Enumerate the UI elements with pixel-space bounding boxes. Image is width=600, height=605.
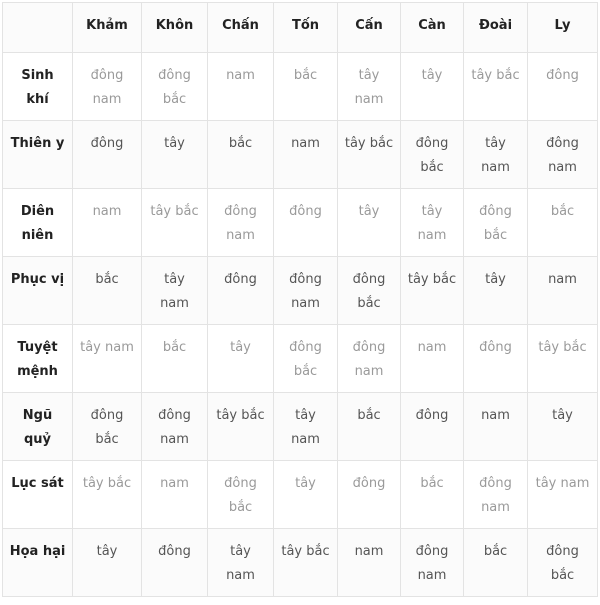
table-cell: đông nam [274,257,338,325]
table-cell: tây [142,121,208,189]
table-cell: tây nam [208,529,274,597]
row-header: Sinh khí [3,53,73,121]
header-row [3,3,598,53]
column-header: Khôn [142,3,208,53]
table-cell: tây nam [142,257,208,325]
table-cell: tây [274,461,338,529]
bat-trach-direction-table [2,2,598,597]
column-header: Tốn [274,3,338,53]
table-cell: bắc [464,529,528,597]
table-cell: đông bắc [464,189,528,257]
table-cell: tây bắc [401,257,464,325]
table-cell: đông bắc [401,121,464,189]
column-header: Khảm [73,3,142,53]
table-cell: đông [142,529,208,597]
table-cell: tây [73,529,142,597]
table-cell: đông [338,461,401,529]
table-cell: nam [338,529,401,597]
table-cell: bắc [142,325,208,393]
table-cell: đông bắc [338,257,401,325]
table-cell: tây nam [73,325,142,393]
table-cell: tây nam [274,393,338,461]
column-header: Cấn [338,3,401,53]
table-cell: bắc [208,121,274,189]
table-cell: tây [464,257,528,325]
table-cell: tây [528,393,598,461]
table-cell: nam [464,393,528,461]
table-cell: đông [464,325,528,393]
table-cell: đông bắc [208,461,274,529]
table-cell: tây [208,325,274,393]
column-header: Đoài [464,3,528,53]
table-cell: tây nam [464,121,528,189]
table-row [3,257,598,325]
table-row [3,461,598,529]
table-cell: đông nam [528,121,598,189]
table-cell: đông nam [142,393,208,461]
table-row [3,393,598,461]
table-cell: đông bắc [142,53,208,121]
table-cell: bắc [401,461,464,529]
table-cell: đông bắc [274,325,338,393]
row-header: Thiên y [3,121,73,189]
row-header: Họa hại [3,529,73,597]
table-cell: tây bắc [208,393,274,461]
table-row [3,325,598,393]
table-cell: đông nam [73,53,142,121]
table-cell: đông [528,53,598,121]
table-cell: bắc [338,393,401,461]
table-cell: tây bắc [464,53,528,121]
table-cell: nam [142,461,208,529]
table-cell: nam [73,189,142,257]
row-header: Phục vị [3,257,73,325]
table-cell: tây bắc [274,529,338,597]
table-cell: đông nam [401,529,464,597]
table-cell: đông nam [338,325,401,393]
table-cell: tây [401,53,464,121]
table-cell: nam [401,325,464,393]
column-header: Ly [528,3,598,53]
table-cell: tây nam [338,53,401,121]
table-row [3,53,598,121]
row-header: Tuyệt mệnh [3,325,73,393]
table-row [3,529,598,597]
table-row [3,121,598,189]
row-header: Ngũ quỷ [3,393,73,461]
table-cell: nam [208,53,274,121]
table-row [3,189,598,257]
corner-cell [3,3,73,53]
table-cell: tây bắc [73,461,142,529]
table-cell: tây bắc [338,121,401,189]
table-cell: tây nam [528,461,598,529]
table-cell: tây bắc [528,325,598,393]
table-cell: tây [338,189,401,257]
table-cell: đông nam [208,189,274,257]
table-cell: tây bắc [142,189,208,257]
table-cell: đông [208,257,274,325]
column-header: Chấn [208,3,274,53]
row-header: Lục sát [3,461,73,529]
table-cell: đông nam [464,461,528,529]
table-cell: đông [401,393,464,461]
row-header: Diên niên [3,189,73,257]
table-cell: nam [274,121,338,189]
table-cell: đông bắc [528,529,598,597]
table-cell: bắc [274,53,338,121]
column-header: Càn [401,3,464,53]
table-cell: đông bắc [73,393,142,461]
table-cell: đông [73,121,142,189]
table-cell: đông [274,189,338,257]
table-cell: bắc [73,257,142,325]
table-cell: tây nam [401,189,464,257]
direction-table-container [2,2,598,597]
table-cell: nam [528,257,598,325]
table-cell: bắc [528,189,598,257]
